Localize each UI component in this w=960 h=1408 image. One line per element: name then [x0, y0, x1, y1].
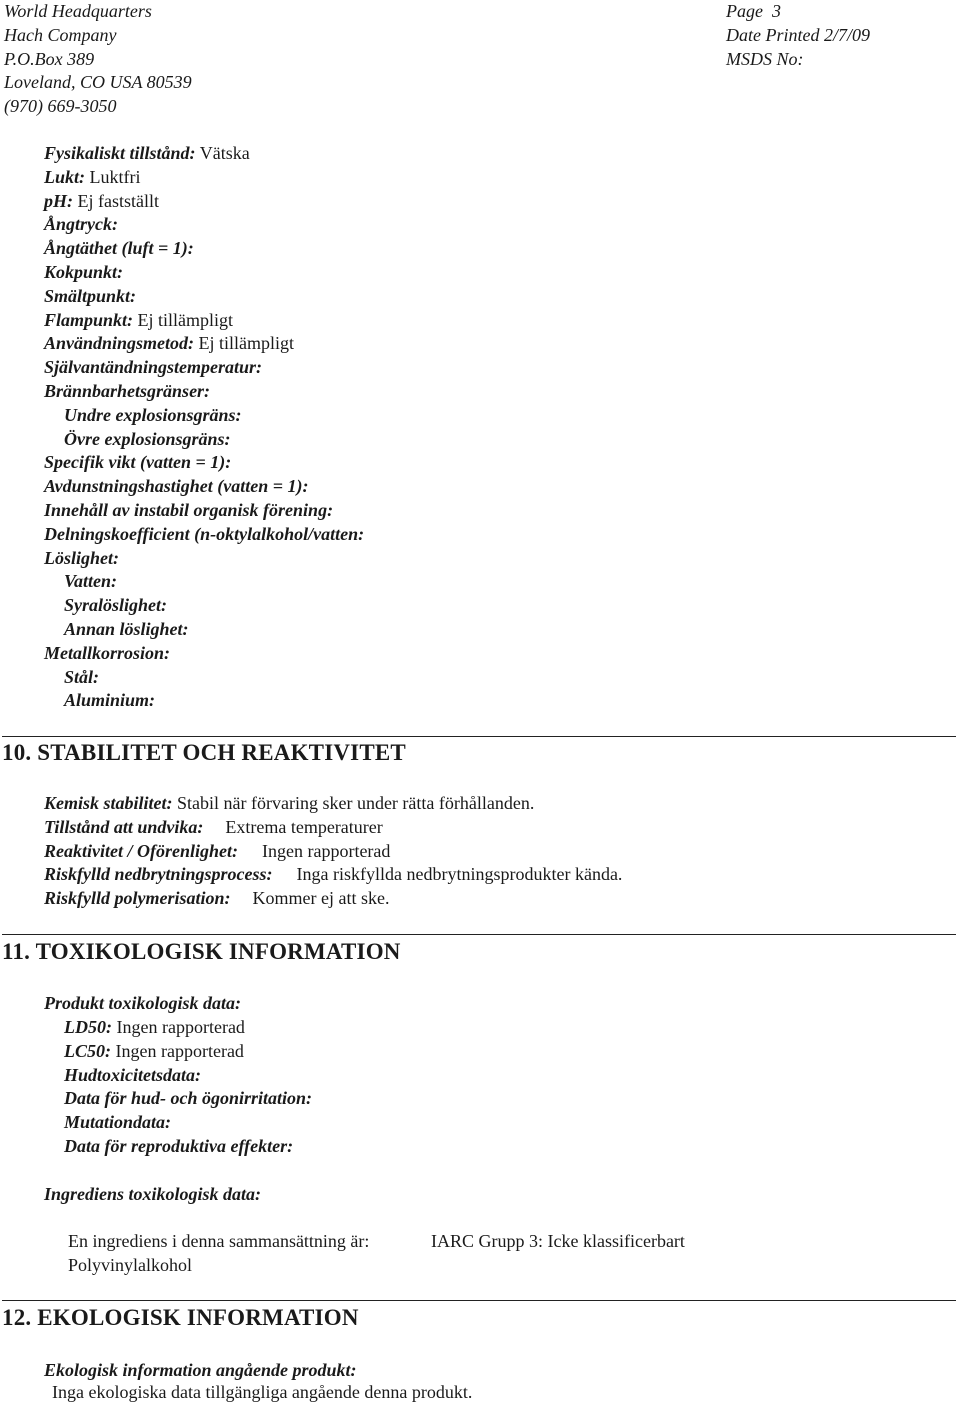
property-row: Delningskoefficient (n-oktylalkohol/vatten:	[44, 523, 365, 544]
product-tox-block	[64, 1016, 312, 1159]
stability-row: Kemisk stabilitet: Stabil när förvaring sker under rätta förhållanden.	[44, 793, 535, 813]
header-address	[4, 0, 192, 119]
product-tox-heading: Produkt toxikologisk data:	[44, 993, 242, 1013]
property-row: Specifik vikt (vatten = 1):	[44, 452, 232, 473]
property-row: Avdunstningshastighet (vatten = 1):	[44, 476, 309, 497]
section-title-toxicology: 11. TOXIKOLOGISK INFORMATION	[2, 939, 401, 964]
header-line: P.O.Box 389	[4, 48, 95, 69]
ecology-text: Inga ekologiska data tillgängliga angående denna produkt.	[52, 1382, 473, 1402]
property-row: Aluminium:	[64, 690, 156, 711]
property-row: Syralöslighet:	[64, 595, 168, 616]
property-row: Stål:	[64, 666, 100, 687]
property-row: Annan löslighet:	[64, 618, 189, 639]
property-row: Ångtäthet (luft = 1):	[44, 238, 194, 259]
property-row: Ångtryck:	[44, 214, 118, 235]
section-divider	[2, 934, 956, 935]
property-row: Övre explosionsgräns:	[64, 428, 231, 449]
ingredient-text: En ingrediens i denna sammansättning är:	[68, 1231, 370, 1251]
section-title-ecology: 12. EKOLOGISK INFORMATION	[2, 1305, 359, 1330]
property-row: Innehåll av instabil organisk förening:	[44, 499, 334, 520]
property-row: Undre explosionsgräns:	[64, 404, 242, 425]
ingredient-name: Polyvinylalkohol	[68, 1255, 193, 1275]
tox-row: Data för hud- och ögonirritation:	[64, 1088, 313, 1109]
ingredient-classification: IARC Grupp 3: Icke klassificerbart	[431, 1231, 685, 1251]
section-divider	[2, 736, 956, 737]
tox-row: LD50: Ingen rapporterad	[64, 1017, 245, 1037]
page-number: Page 3	[726, 1, 781, 21]
property-row: pH: Ej fastställt	[44, 190, 159, 211]
section-title-stability: 10. STABILITET OCH REAKTIVITET	[2, 740, 406, 765]
physical-properties	[44, 142, 364, 713]
header-line: Hach Company	[4, 24, 117, 45]
stability-row: Reaktivitet / Oförenlighet: Ingen rapporterad	[44, 840, 391, 861]
header-line: (970) 669-3050	[4, 96, 117, 117]
msds-number: MSDS No:	[726, 48, 804, 69]
property-row: Flampunkt: Ej tillämpligt	[44, 309, 234, 330]
section-divider	[2, 1300, 956, 1301]
ingredient-tox-heading: Ingrediens toxikologisk data:	[44, 1184, 262, 1204]
property-row: Vatten:	[64, 571, 118, 592]
property-row: Fysikaliskt tillstånd: Vätska	[44, 143, 250, 163]
stability-block	[44, 792, 622, 911]
property-row: Brännbarhetsgränser:	[44, 380, 211, 401]
stability-row: Riskfylld nedbrytningsprocess: Inga riskfyllda nedbrytningsprodukter kända.	[44, 864, 623, 885]
tox-row: Data för reproduktiva effekter:	[64, 1135, 294, 1156]
property-row: Metallkorrosion:	[44, 642, 171, 663]
stability-row: Riskfylld polymerisation: Kommer ej att ske.	[44, 888, 390, 909]
header-line: World Headquarters	[4, 1, 152, 21]
header-meta	[726, 0, 870, 71]
tox-row: LC50: Ingen rapporterad	[64, 1040, 244, 1061]
property-row: Smältpunkt:	[44, 285, 137, 306]
property-row: Kokpunkt:	[44, 261, 124, 282]
header-line: Loveland, CO USA 80539	[4, 72, 192, 93]
tox-row: Hudtoxicitetsdata:	[64, 1064, 201, 1085]
property-row: Löslighet:	[44, 547, 119, 568]
property-row: Självantändningstemperatur:	[44, 357, 263, 378]
date-printed: Date Printed 2/7/09	[726, 24, 870, 45]
stability-row: Tillstånd att undvika: Extrema temperaturer	[44, 816, 383, 837]
property-row: Användningsmetod: Ej tillämpligt	[44, 333, 295, 354]
property-row: Lukt: Luktfri	[44, 166, 141, 187]
ecology-heading: Ekologisk information angående produkt:	[44, 1360, 357, 1380]
tox-row: Mutationdata:	[64, 1112, 172, 1133]
